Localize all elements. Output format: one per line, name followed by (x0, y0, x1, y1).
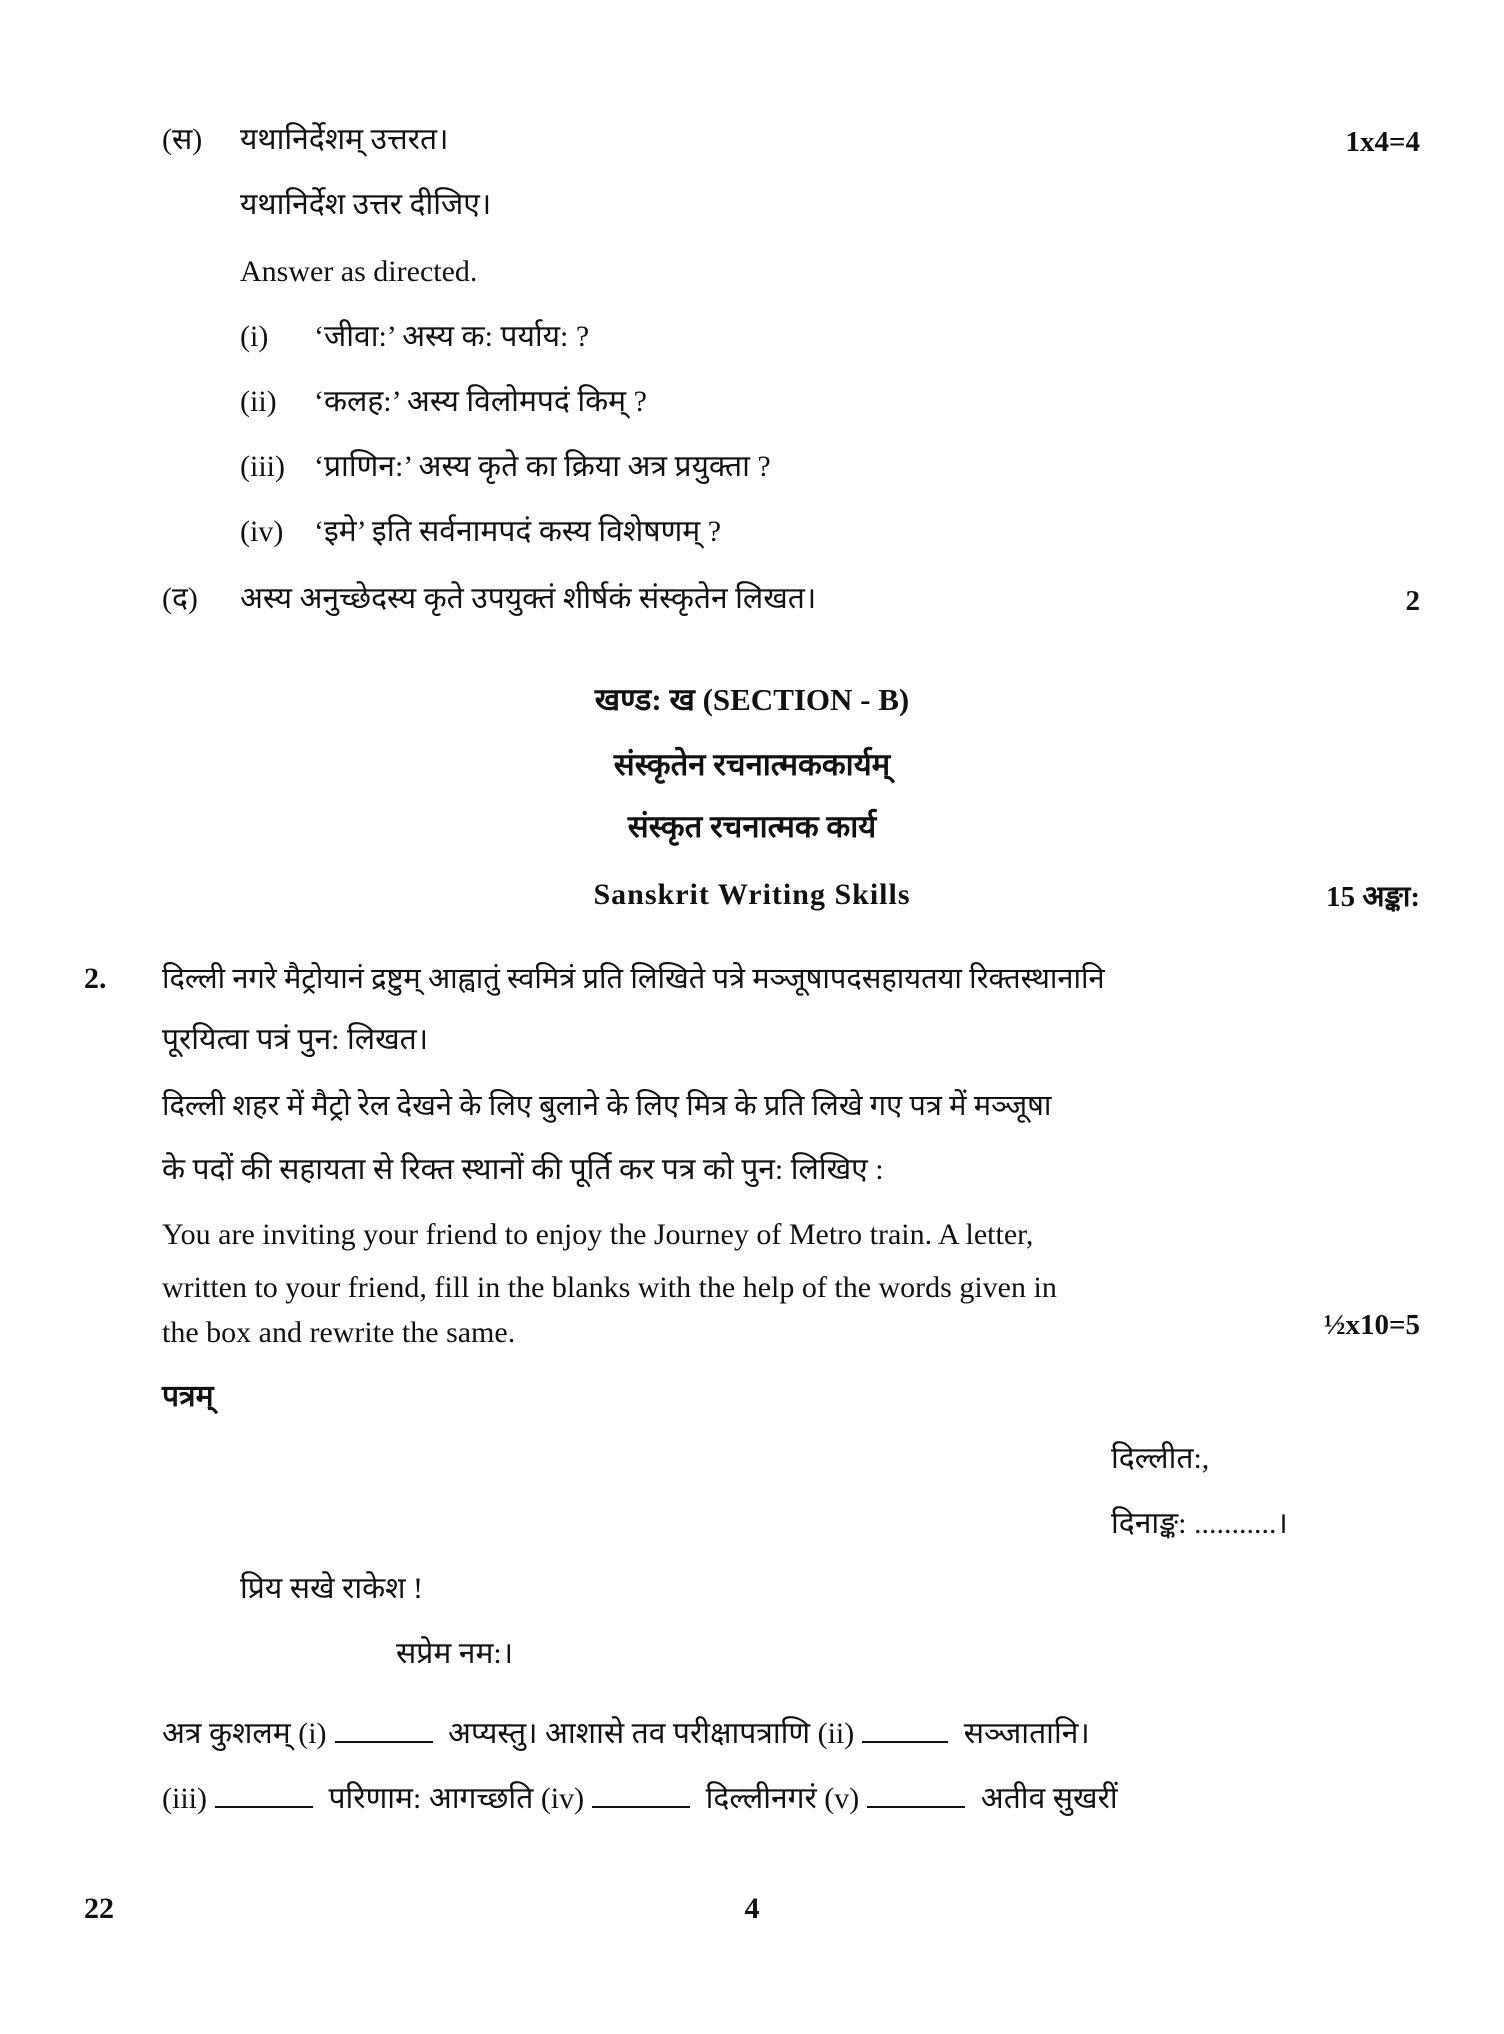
letter-salutation: प्रिय सखे राकेश ! (240, 1572, 424, 1605)
text: सञ्जातानि। (963, 1717, 1090, 1750)
q1c-label: (स) (162, 123, 203, 156)
letter-title: पत्रम् (162, 1380, 214, 1413)
letter-body-line2 (162, 1779, 1118, 1819)
q1c-item (240, 317, 589, 357)
q2-english-line1: You are inviting your friend to enjoy the Journey of Metro train. A letter, (162, 1218, 1034, 1251)
q1d-text: अस्य अनुच्छेदस्य कृते उपयुक्तं शीर्षकं संस्कृतेन लिखत। (240, 582, 817, 615)
letter-place: दिल्लीत:, (1111, 1442, 1210, 1475)
section-title-hindi: संस्कृत रचनात्मक कार्य (627, 809, 877, 844)
item-number: (iv) (240, 515, 284, 548)
section-title-english: Sanskrit Writing Skills (593, 878, 911, 911)
q1c-instruction-sanskrit: यथानिर्देशम् उत्तरत। (240, 123, 449, 156)
blank-label-iv: (iv) (540, 1782, 585, 1815)
text: दिल्लीनगरं (705, 1782, 817, 1815)
q2-hindi-line1: दिल्ली शहर में मैट्रो रेल देखने के लिए बुलाने के लिए मित्र के प्रति लिखे गए पत्र में मञ्जूषा (162, 1090, 1052, 1122)
text: अप्यस्तु। आशासे तव परीक्षापत्राणि (448, 1717, 811, 1750)
item-text: ‘इमे’ इति सर्वनामपदं कस्य विशेषणम् ? (314, 515, 722, 548)
section-marks: 15 अङ्का: (1326, 881, 1420, 913)
item-text: ‘कलह:’ अस्य विलोमपदं किम् ? (314, 385, 647, 418)
letter-date: दिनाङ्क: ...........। (1111, 1507, 1288, 1540)
blank-iii (215, 1784, 313, 1808)
q1c-item (240, 447, 771, 487)
q1c-marks: 1x4=4 (1345, 126, 1420, 158)
q2-english-line2: written to your friend, fill in the blanks with the help of the words given in (162, 1271, 1057, 1304)
q1d-label: (द) (162, 582, 198, 615)
q1c-instruction-hindi: यथानिर्देश उत्तर दीजिए। (240, 188, 492, 221)
blank-label-ii: (ii) (817, 1717, 855, 1750)
blank-label-v: (v) (824, 1782, 860, 1815)
q1d-marks: 2 (1405, 585, 1420, 617)
blank-ii (862, 1719, 948, 1743)
section-heading: खण्ड: ख (SECTION - B) (594, 682, 910, 717)
q2-sanskrit-line1: दिल्ली नगरे मैट्रोयानं द्रष्टुम् आह्वातुं स्वमित्रं प्रति लिखिते पत्रे मञ्जूषापदसहायतया रिक्तस्थानानि (162, 963, 1105, 995)
letter-greeting: सप्रेम नम:। (396, 1637, 514, 1670)
blank-iv (592, 1784, 690, 1808)
q2-hindi-line2: के पदों की सहायता से रिक्त स्थानों की पूर्ति कर पत्र को पुन: लिखिए : (162, 1153, 884, 1186)
q2-english-line3: the box and rewrite the same. (162, 1316, 516, 1349)
q1c-instruction-english: Answer as directed. (240, 255, 478, 288)
q2-sanskrit-line2: पूरयित्वा पत्रं पुन: लिखत। (162, 1023, 429, 1056)
item-number: (iii) (240, 450, 285, 483)
text: अतीव सुखरीं (980, 1782, 1118, 1815)
item-text: ‘प्राणिन:’ अस्य कृते का क्रिया अत्र प्रयुक्ता ? (314, 450, 771, 483)
q2-marks: ½x10=5 (1323, 1309, 1420, 1341)
text: अत्र कुशलम् (162, 1717, 291, 1750)
q2-number: 2. (84, 962, 107, 995)
letter-body-line1 (162, 1714, 1090, 1754)
item-number: (ii) (240, 385, 277, 418)
q1c-item (240, 512, 721, 552)
item-number: (i) (240, 320, 269, 353)
blank-label-iii: (iii) (162, 1782, 207, 1815)
paper-code: 22 (84, 1892, 114, 1925)
text: परिणाम: आगच्छति (328, 1782, 534, 1815)
page-number: 4 (744, 1892, 760, 1925)
item-text: ‘जीवा:’ अस्य क: पर्याय: ? (314, 320, 590, 353)
blank-i (335, 1719, 433, 1743)
blank-label-i: (i) (298, 1717, 327, 1750)
blank-v (867, 1784, 965, 1808)
q1c-item (240, 382, 647, 422)
section-title-sanskrit: संस्कृतेन रचनात्मककार्यम् (613, 747, 891, 782)
